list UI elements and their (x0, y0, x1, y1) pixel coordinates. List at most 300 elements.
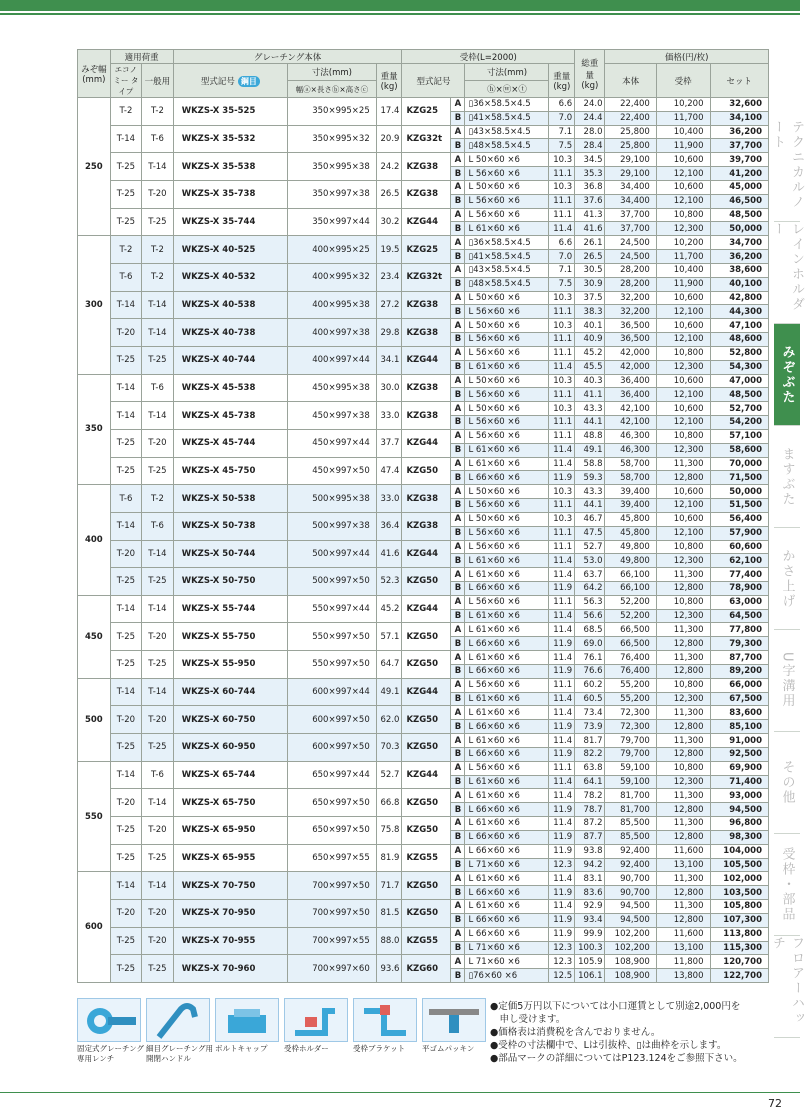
grating-dims-cell: 450×997×50 (288, 457, 377, 485)
table-row (78, 291, 769, 305)
header-set-price: セット (710, 64, 769, 98)
frame-variant-cell: B (451, 194, 465, 208)
frame-model-cell: KZG44 (402, 208, 451, 236)
frame-price-cell: 10,600 (656, 291, 710, 305)
economy-load-cell: T-25 (110, 817, 142, 845)
frame-dims-cell: L 66×60 ×6 (465, 720, 549, 734)
frame-variant-cell: B (451, 554, 465, 568)
table-row (78, 595, 769, 609)
frame-weight-cell: 7.0 (549, 250, 575, 264)
set-price-cell: 58,600 (710, 443, 769, 457)
frame-variant-cell: A (451, 291, 465, 305)
frame-price-cell: 10,600 (656, 402, 710, 416)
width-cell: 600 (78, 872, 111, 983)
frame-weight-cell: 7.0 (549, 111, 575, 125)
frame-weight-cell: 7.1 (549, 125, 575, 139)
body-price-cell: 34,400 (605, 194, 656, 208)
set-price-cell: 32,600 (710, 98, 769, 112)
grating-model-cell: WKZS-X 50-750 (173, 568, 287, 596)
side-tab-1[interactable] (770, 222, 804, 324)
body-price-cell: 42,100 (605, 402, 656, 416)
frame-variant-cell: B (451, 388, 465, 402)
frame-variant-cell: B (451, 720, 465, 734)
frame-weight-cell: 11.9 (549, 927, 575, 941)
frame-model-cell: KZG38 (402, 319, 451, 347)
set-price-cell: 71,400 (710, 775, 769, 789)
frame-dims-cell: L 66×60 ×6 (465, 927, 549, 941)
grating-model-cell: WKZS-X 60-744 (173, 678, 287, 706)
frame-model-cell: KZG50 (402, 789, 451, 817)
economy-load-cell: T-25 (110, 429, 142, 457)
side-tab-4[interactable] (774, 528, 800, 630)
frame-dims-cell: L 61×60 ×6 (465, 900, 549, 914)
total-weight-cell: 78.2 (575, 789, 605, 803)
frame-price-cell: 12,800 (656, 830, 710, 844)
body-price-cell: 32,200 (605, 291, 656, 305)
frame-dims-cell: L 66×60 ×6 (465, 747, 549, 761)
body-price-cell: 108,900 (605, 955, 656, 969)
frame-variant-cell: A (451, 98, 465, 112)
body-price-cell: 52,200 (605, 595, 656, 609)
frame-price-cell: 10,400 (656, 125, 710, 139)
body-price-cell: 66,100 (605, 581, 656, 595)
grating-model-cell: WKZS-X 35-538 (173, 153, 287, 181)
frame-model-cell: KZG38 (402, 485, 451, 513)
total-weight-cell: 63.7 (575, 568, 605, 582)
total-weight-cell: 63.8 (575, 761, 605, 775)
frame-dims-cell: L 61×60 ×6 (465, 457, 549, 471)
frame-weight-cell: 11.1 (549, 333, 575, 347)
set-price-cell: 50,000 (710, 222, 769, 236)
frame-dims-cell: L 56×60 ×6 (465, 678, 549, 692)
header-frame-dims: 寸法(mm) (465, 64, 549, 81)
frame-dims-cell: L 61×60 ×6 (465, 775, 549, 789)
table-header (78, 50, 769, 98)
frame-variant-cell: B (451, 747, 465, 761)
general-load-cell: T-20 (142, 429, 174, 457)
body-price-cell: 52,200 (605, 609, 656, 623)
frame-variant-cell: A (451, 734, 465, 748)
set-price-cell: 105,800 (710, 900, 769, 914)
body-price-cell: 76,400 (605, 651, 656, 665)
frame-variant-cell: B (451, 305, 465, 319)
set-price-cell: 89,200 (710, 664, 769, 678)
frame-dims-cell: L 61×60 ×6 (465, 360, 549, 374)
set-price-cell: 34,100 (710, 111, 769, 125)
grating-dims-cell: 650×997×50 (288, 789, 377, 817)
economy-load-cell: T-20 (110, 540, 142, 568)
frame-price-cell: 12,800 (656, 747, 710, 761)
grating-model-cell: WKZS-X 65-744 (173, 761, 287, 789)
frame-dims-cell: ▯48×58.5×4.5 (465, 139, 549, 153)
frame-weight-cell: 11.9 (549, 830, 575, 844)
frame-price-cell: 12,800 (656, 886, 710, 900)
table-row (78, 761, 769, 775)
body-price-cell: 102,200 (605, 941, 656, 955)
frame-dims-cell: L 71×60 ×6 (465, 858, 549, 872)
frame-dims-cell: ▯48×58.5×4.5 (465, 277, 549, 291)
frame-model-cell: KZG44 (402, 678, 451, 706)
header-total: 総重量 (kg) (575, 50, 605, 98)
general-load-cell: T-25 (142, 651, 174, 679)
total-weight-cell: 28.0 (575, 125, 605, 139)
frame-variant-cell: A (451, 844, 465, 858)
total-weight-cell: 68.5 (575, 623, 605, 637)
frame-price-cell: 12,100 (656, 416, 710, 430)
frame-dims-cell: ▯36×58.5×4.5 (465, 236, 549, 250)
grating-weight-cell: 17.4 (376, 98, 402, 126)
set-price-cell: 46,500 (710, 194, 769, 208)
frame-dims-cell: L 56×60 ×6 (465, 540, 549, 554)
side-tab-label: レインホルダー (770, 222, 804, 312)
frame-price-cell: 10,400 (656, 263, 710, 277)
frame-variant-cell: A (451, 374, 465, 388)
frame-price-cell: 12,100 (656, 167, 710, 181)
side-tab-6[interactable] (774, 732, 800, 834)
table-row (78, 512, 769, 526)
body-price-cell: 85,500 (605, 817, 656, 831)
body-price-cell: 25,800 (605, 125, 656, 139)
frame-price-cell: 12,300 (656, 222, 710, 236)
frame-variant-cell: A (451, 457, 465, 471)
total-weight-cell: 35.3 (575, 167, 605, 181)
frame-price-cell: 12,300 (656, 609, 710, 623)
grating-weight-cell: 45.2 (376, 595, 402, 623)
body-price-cell: 28,200 (605, 277, 656, 291)
body-price-cell: 46,300 (605, 429, 656, 443)
grating-weight-cell: 23.4 (376, 263, 402, 291)
width-cell: 350 (78, 374, 111, 485)
grating-dims-cell: 350×997×44 (288, 208, 377, 236)
frame-dims-cell: L 61×60 ×6 (465, 872, 549, 886)
frame-dims-cell: L 61×60 ×6 (465, 789, 549, 803)
total-weight-cell: 24.0 (575, 98, 605, 112)
frame-price-cell: 11,700 (656, 250, 710, 264)
body-price-cell: 102,200 (605, 927, 656, 941)
general-load-cell: T-14 (142, 540, 174, 568)
frame-price-cell: 12,100 (656, 333, 710, 347)
economy-load-cell: T-25 (110, 208, 142, 236)
grating-model-cell: WKZS-X 45-738 (173, 402, 287, 430)
accessory-0 (77, 998, 144, 1070)
grating-dims-cell: 500×997×44 (288, 540, 377, 568)
bottom-rule (0, 1092, 800, 1093)
grating-dims-cell: 350×995×32 (288, 125, 377, 153)
economy-load-cell: T-20 (110, 319, 142, 347)
frame-weight-cell: 11.1 (549, 595, 575, 609)
frame-dims-cell: ▯76×60 ×6 (465, 969, 549, 983)
grating-weight-cell: 93.6 (376, 955, 402, 983)
frame-price-cell: 12,100 (656, 499, 710, 513)
accessory-label-line1: 受枠ホルダー (284, 1044, 329, 1053)
frame-price-cell: 10,600 (656, 374, 710, 388)
frame-price-cell: 10,800 (656, 595, 710, 609)
grating-weight-cell: 71.7 (376, 872, 402, 900)
accessory-label-line1: 受枠ブラケット (353, 1044, 406, 1053)
width-cell: 500 (78, 678, 111, 761)
frame-price-cell: 11,300 (656, 789, 710, 803)
header-economy: エコノミー タイプ (110, 64, 142, 98)
economy-load-cell: T-2 (110, 236, 142, 264)
general-load-cell: T-6 (142, 125, 174, 153)
accessory-label-line1: 固定式グレーチング (77, 1044, 144, 1053)
grating-model-cell: WKZS-X 40-744 (173, 346, 287, 374)
body-price-cell: 32,200 (605, 305, 656, 319)
frame-variant-cell: B (451, 250, 465, 264)
set-price-cell: 63,000 (710, 595, 769, 609)
frame-weight-cell: 11.4 (549, 900, 575, 914)
frame-variant-cell: A (451, 706, 465, 720)
note-line: 申し受けます。 (490, 1014, 566, 1025)
table-row (78, 872, 769, 886)
economy-load-cell: T-14 (110, 402, 142, 430)
table-row (78, 402, 769, 416)
frame-bracket-icon (353, 998, 417, 1042)
frame-weight-cell: 11.4 (549, 817, 575, 831)
general-load-cell: T-6 (142, 512, 174, 540)
total-weight-cell: 53.0 (575, 554, 605, 568)
frame-weight-cell: 6.6 (549, 98, 575, 112)
frame-price-cell: 12,800 (656, 803, 710, 817)
accessory-label-line2: 専用レンチ (77, 1054, 115, 1063)
side-tab-7[interactable] (774, 834, 800, 936)
frame-model-cell: KZG50 (402, 651, 451, 679)
body-price-cell: 39,400 (605, 499, 656, 513)
grating-model-cell: WKZS-X 65-750 (173, 789, 287, 817)
frame-price-cell: 11,300 (656, 817, 710, 831)
frame-model-cell: KZG44 (402, 429, 451, 457)
frame-dims-cell: L 50×60 ×6 (465, 153, 549, 167)
total-weight-cell: 64.2 (575, 581, 605, 595)
frame-variant-cell: A (451, 402, 465, 416)
side-tab-label: テクニカルノート (770, 120, 804, 210)
body-price-cell: 92,400 (605, 858, 656, 872)
economy-load-cell: T-25 (110, 457, 142, 485)
total-weight-cell: 30.9 (575, 277, 605, 291)
frame-dims-cell: L 50×60 ×6 (465, 512, 549, 526)
set-price-cell: 120,700 (710, 955, 769, 969)
total-weight-cell: 106.1 (575, 969, 605, 983)
frame-dims-cell: L 56×60 ×6 (465, 761, 549, 775)
frame-variant-cell: A (451, 263, 465, 277)
frame-price-cell: 10,800 (656, 761, 710, 775)
economy-load-cell: T-25 (110, 844, 142, 872)
total-weight-cell: 30.5 (575, 263, 605, 277)
set-price-cell: 52,800 (710, 346, 769, 360)
grating-model-cell: WKZS-X 35-744 (173, 208, 287, 236)
body-price-cell: 45,800 (605, 512, 656, 526)
economy-load-cell: T-25 (110, 651, 142, 679)
economy-load-cell: T-14 (110, 291, 142, 319)
rubber-packing-icon (422, 998, 486, 1042)
frame-weight-cell: 11.4 (549, 651, 575, 665)
grating-dims-cell: 350×995×25 (288, 98, 377, 126)
total-weight-cell: 28.4 (575, 139, 605, 153)
frame-weight-cell: 11.4 (549, 443, 575, 457)
width-cell: 400 (78, 485, 111, 596)
body-price-cell: 81,700 (605, 789, 656, 803)
accessory-label (422, 1044, 486, 1054)
grating-weight-cell: 33.0 (376, 402, 402, 430)
notes (490, 1000, 780, 1065)
total-weight-cell: 41.1 (575, 388, 605, 402)
general-load-cell: T-25 (142, 955, 174, 983)
accessory-label (146, 1044, 213, 1064)
side-tab-label: 受枠・部品 (779, 847, 795, 922)
grating-weight-cell: 26.5 (376, 180, 402, 208)
side-tab-label: その他 (779, 760, 795, 805)
side-tab-2[interactable] (774, 324, 800, 426)
set-price-cell: 78,900 (710, 581, 769, 595)
set-price-cell: 107,300 (710, 913, 769, 927)
side-tab-5[interactable] (774, 630, 800, 732)
grating-weight-cell: 62.0 (376, 706, 402, 734)
frame-dims-cell: ▯41×58.5×4.5 (465, 111, 549, 125)
frame-dims-cell: L 56×60 ×6 (465, 167, 549, 181)
economy-load-cell: T-14 (110, 595, 142, 623)
frame-variant-cell: A (451, 872, 465, 886)
table-row (78, 263, 769, 277)
set-price-cell: 48,500 (710, 388, 769, 402)
frame-price-cell: 13,100 (656, 941, 710, 955)
frame-dims-cell: L 61×60 ×6 (465, 706, 549, 720)
grating-model-cell: WKZS-X 70-955 (173, 927, 287, 955)
frame-variant-cell: A (451, 236, 465, 250)
body-price-cell: 79,700 (605, 734, 656, 748)
general-load-cell: T-2 (142, 485, 174, 513)
frame-dims-cell: L 66×60 ×6 (465, 913, 549, 927)
frame-weight-cell: 10.3 (549, 153, 575, 167)
frame-dims-cell: L 56×60 ×6 (465, 526, 549, 540)
frame-price-cell: 12,100 (656, 305, 710, 319)
grating-dims-cell: 650×997×55 (288, 844, 377, 872)
frame-dims-cell: L 50×60 ×6 (465, 291, 549, 305)
body-price-cell: 37,700 (605, 222, 656, 236)
set-price-cell: 104,000 (710, 844, 769, 858)
accessory-3 (284, 998, 348, 1070)
set-price-cell: 98,300 (710, 830, 769, 844)
set-price-cell: 113,800 (710, 927, 769, 941)
total-weight-cell: 58.8 (575, 457, 605, 471)
frame-model-cell: KZG38 (402, 291, 451, 319)
set-price-cell: 67,500 (710, 692, 769, 706)
table-row (78, 429, 769, 443)
grating-dims-cell: 400×995×38 (288, 291, 377, 319)
side-tab-label: ますぶた (779, 446, 795, 507)
economy-load-cell: T-14 (110, 512, 142, 540)
frame-variant-cell: A (451, 927, 465, 941)
frame-weight-cell: 11.4 (549, 360, 575, 374)
accessory-label (284, 1044, 348, 1054)
frame-weight-cell: 12.3 (549, 955, 575, 969)
frame-model-cell: KZG50 (402, 817, 451, 845)
grating-model-cell: WKZS-X 35-738 (173, 180, 287, 208)
handle-icon (146, 998, 210, 1042)
grating-model-cell: WKZS-X 70-960 (173, 955, 287, 983)
general-load-cell: T-14 (142, 789, 174, 817)
note-line: ●価格表は消費税を含んでおりません。 (490, 1027, 661, 1038)
frame-price-cell: 12,800 (656, 637, 710, 651)
frame-weight-cell: 11.1 (549, 429, 575, 443)
body-price-cell: 79,700 (605, 747, 656, 761)
table-row (78, 125, 769, 139)
frame-price-cell: 12,300 (656, 360, 710, 374)
frame-model-cell: KZG50 (402, 568, 451, 596)
frame-price-cell: 12,800 (656, 913, 710, 927)
frame-price-cell: 11,600 (656, 844, 710, 858)
frame-variant-cell: B (451, 222, 465, 236)
general-load-cell: T-2 (142, 98, 174, 126)
frame-dims-cell: L 50×60 ×6 (465, 180, 549, 194)
economy-load-cell: T-25 (110, 153, 142, 181)
frame-price-cell: 10,800 (656, 678, 710, 692)
frame-model-cell: KZG50 (402, 900, 451, 928)
total-weight-cell: 82.2 (575, 747, 605, 761)
table-row (78, 180, 769, 194)
frame-weight-cell: 11.4 (549, 457, 575, 471)
frame-variant-cell: B (451, 664, 465, 678)
table-row (78, 734, 769, 748)
frame-model-cell: KZG55 (402, 927, 451, 955)
grating-weight-cell: 19.5 (376, 236, 402, 264)
table-row (78, 623, 769, 637)
frame-variant-cell: A (451, 789, 465, 803)
frame-variant-cell: B (451, 333, 465, 347)
total-weight-cell: 56.3 (575, 595, 605, 609)
body-price-cell: 72,300 (605, 720, 656, 734)
frame-variant-cell: A (451, 346, 465, 360)
accessory-label (77, 1044, 144, 1064)
economy-load-cell: T-25 (110, 927, 142, 955)
side-tab-3[interactable] (774, 426, 800, 528)
frame-holder-icon (284, 998, 348, 1042)
general-load-cell: T-2 (142, 263, 174, 291)
general-load-cell: T-25 (142, 457, 174, 485)
frame-weight-cell: 11.1 (549, 208, 575, 222)
grating-weight-cell: 75.8 (376, 817, 402, 845)
grating-model-cell: WKZS-X 35-525 (173, 98, 287, 126)
frame-weight-cell: 11.1 (549, 540, 575, 554)
frame-weight-cell: 11.9 (549, 886, 575, 900)
economy-load-cell: T-14 (110, 872, 142, 900)
frame-variant-cell: B (451, 471, 465, 485)
general-load-cell: T-20 (142, 927, 174, 955)
general-load-cell: T-14 (142, 291, 174, 319)
frame-weight-cell: 10.3 (549, 512, 575, 526)
total-weight-cell: 40.3 (575, 374, 605, 388)
frame-variant-cell: B (451, 360, 465, 374)
grating-dims-cell: 350×997×38 (288, 180, 377, 208)
body-price-cell: 42,000 (605, 346, 656, 360)
economy-load-cell: T-2 (110, 98, 142, 126)
set-price-cell: 93,000 (710, 789, 769, 803)
total-weight-cell: 81.7 (575, 734, 605, 748)
frame-dims-cell: L 66×60 ×6 (465, 844, 549, 858)
total-weight-cell: 83.1 (575, 872, 605, 886)
accessory-5 (422, 998, 486, 1070)
frame-price-cell: 10,200 (656, 236, 710, 250)
total-weight-cell: 37.6 (575, 194, 605, 208)
body-price-cell: 66,500 (605, 623, 656, 637)
set-price-cell: 92,500 (710, 747, 769, 761)
grating-dims-cell: 550×997×50 (288, 623, 377, 651)
frame-price-cell: 11,300 (656, 457, 710, 471)
side-tab-0[interactable] (770, 120, 804, 222)
side-tab-label: フロアーハッチ (770, 936, 804, 1026)
set-price-cell: 62,100 (710, 554, 769, 568)
body-price-cell: 36,500 (605, 333, 656, 347)
header-dims: 寸法(mm) (288, 64, 377, 81)
